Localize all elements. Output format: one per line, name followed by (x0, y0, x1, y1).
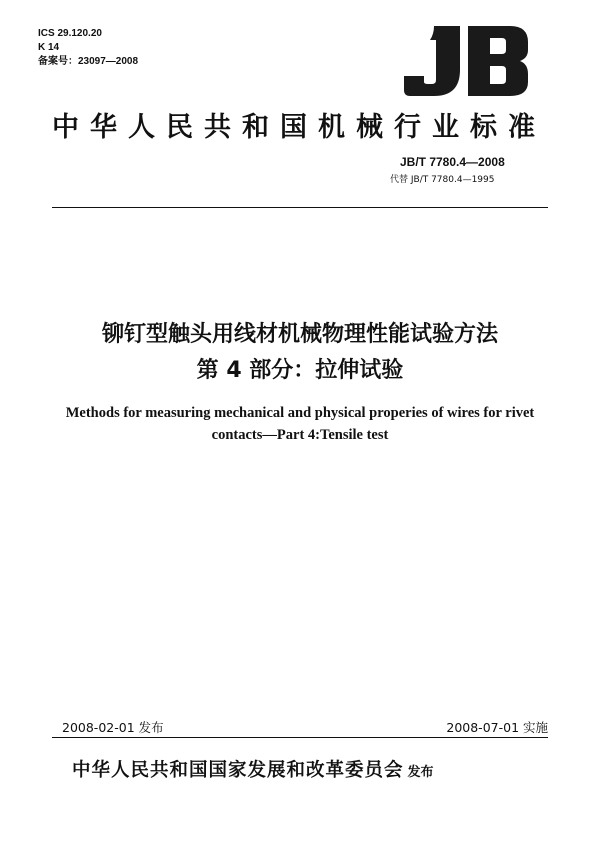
replaced-standard: 代替 JB/T 7780.4—1995 (390, 175, 495, 185)
jb-logo-icon (400, 20, 532, 102)
standard-number: JB/T 7780.4—2008 (400, 155, 505, 169)
issuer-verb: 发布 (407, 765, 434, 780)
ics-code: ICS 29.120.20 (38, 28, 102, 39)
record-number: 备案号：23097—2008 (38, 56, 139, 67)
issuing-authority (72, 756, 434, 782)
classification-block (38, 27, 138, 69)
ccs-code: K 14 (38, 42, 60, 53)
top-divider (52, 207, 548, 208)
title-chinese-line2: 第 4 部分：拉伸试验 (196, 358, 404, 383)
issuer-name: 中华人民共和国国家发展和改革委员会 (72, 760, 404, 781)
title-english-line2: contacts—Part 4:Tensile test (211, 427, 389, 443)
title-english-line1: Methods for measuring mechanical and physical properies of wires for rivet (65, 405, 535, 421)
standard-body-title: 中华人民共和国机械行业标准 (52, 112, 546, 143)
title-chinese-line1: 铆钉型触头用线材机械物理性能试验方法 (101, 322, 498, 347)
bottom-divider (52, 737, 548, 738)
issue-date: 2008-02-01 发布 (62, 720, 164, 735)
implementation-date: 2008-07-01 实施 (446, 720, 548, 735)
